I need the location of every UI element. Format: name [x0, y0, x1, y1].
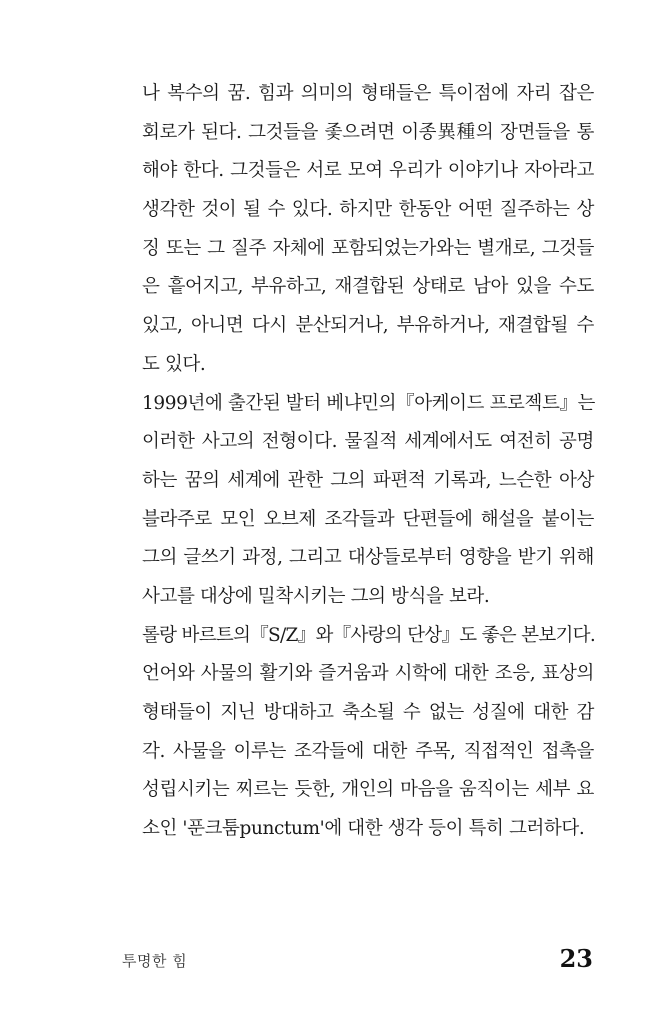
text-line: 1999년에 출간된 발터 베냐민의『아케이드 프로젝트』는 — [142, 392, 596, 414]
text-line: 생각한 것이 될 수 있다. 하지만 한동안 어떤 질주하는 상 — [142, 199, 594, 221]
text-line: 해야 한다. 그것들은 서로 모여 우리가 이야기나 자아라고 — [142, 160, 594, 182]
page-number: 23 — [559, 944, 593, 973]
text-line: 성립시키는 찌르는 듯한, 개인의 마음을 움직이는 세부 요 — [142, 779, 594, 801]
text-line: 회로가 된다. 그것들을 좇으려면 이종異種의 장면들을 통 — [142, 121, 594, 143]
text-line: 나 복수의 꿈. 힘과 의미의 형태들은 특이점에 자리 잡은 — [142, 83, 594, 104]
text-line: 하는 꿈의 세계에 관한 그의 파편적 기록과, 느슨한 아상 — [142, 469, 594, 491]
text-line: 도 있다. — [142, 353, 206, 375]
page-body — [142, 75, 594, 849]
text-line: 징 또는 그 질주 자체에 포함되었는가와는 별개로, 그것들 — [142, 237, 594, 259]
text-line: 각. 사물을 이루는 조각들에 대한 주목, 직접적인 접촉을 — [142, 740, 594, 762]
running-footer-title: 투명한 힘 — [122, 952, 188, 970]
text-line: 형태들이 지닌 방대하고 축소될 수 없는 성질에 대한 감 — [142, 702, 594, 723]
text-line: 사고를 대상에 밀착시키는 그의 방식을 보라. — [142, 585, 490, 607]
text-line: 소인 '푼크툼punctum'에 대한 생각 등이 특히 그러하다. — [142, 818, 585, 840]
text-line: 이러한 사고의 전형이다. 물질적 세계에서도 여전히 공명 — [142, 431, 594, 453]
text-line: 블라주로 모인 오브제 조각들과 단편들에 해설을 붙이는 — [142, 508, 594, 530]
text-line: 롤랑 바르트의『S/Z』와『사랑의 단상』도 좋은 본보기다. — [142, 624, 596, 646]
text-line: 있고, 아니면 다시 분산되거나, 부유하거나, 재결합될 수 — [142, 315, 594, 337]
text-line: 은 흩어지고, 부유하고, 재결합된 상태로 남아 있을 수도 — [142, 276, 594, 298]
text-line: 언어와 사물의 활기와 즐거움과 시학에 대한 조응, 표상의 — [142, 663, 594, 685]
text-line: 그의 글쓰기 과정, 그리고 대상들로부터 영향을 받기 위해 — [142, 547, 594, 569]
